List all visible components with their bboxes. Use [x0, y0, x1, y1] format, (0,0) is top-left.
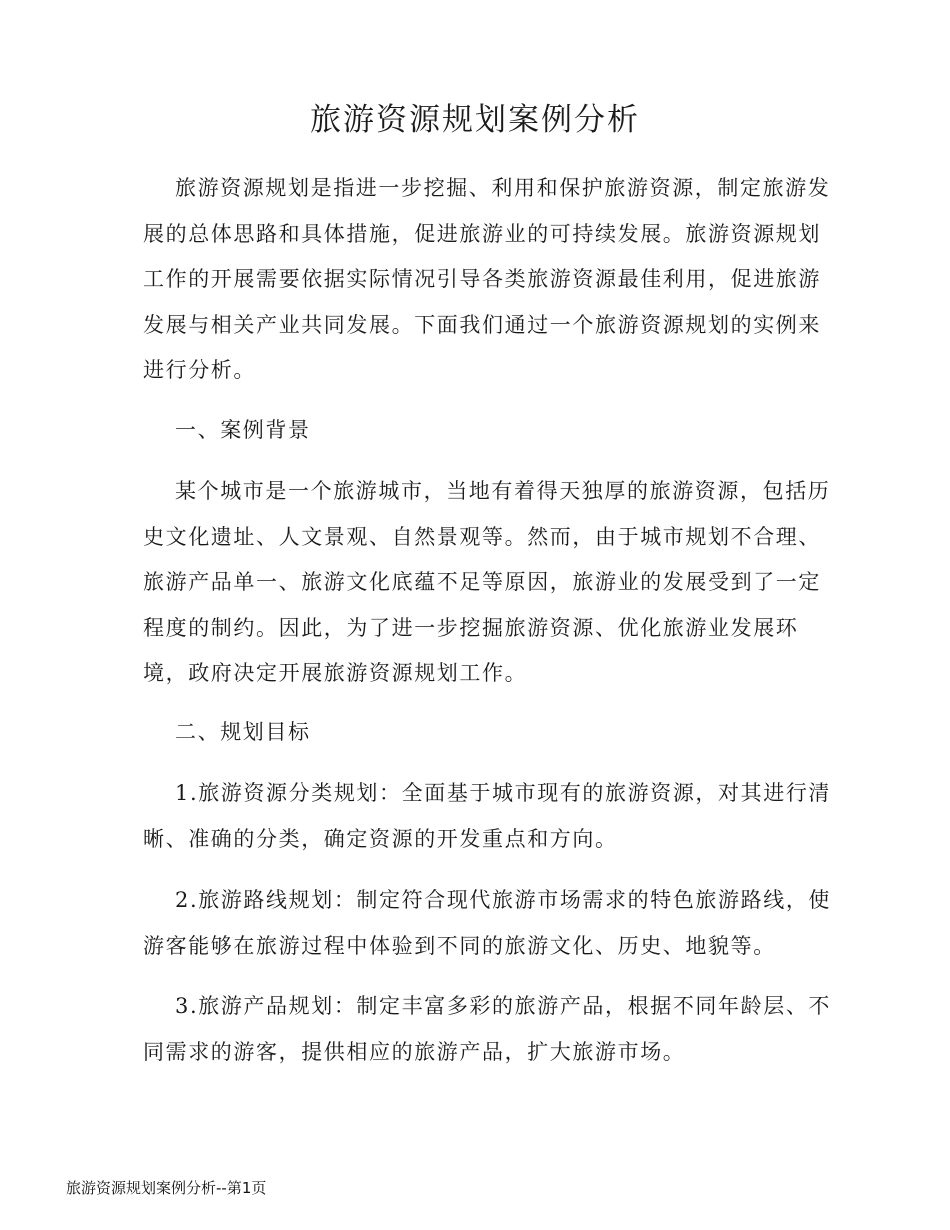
page-footer: 旅游资源规划案例分析--第1页 — [66, 1179, 267, 1197]
section-heading-background: 一、案例背景 — [175, 418, 311, 442]
goal-item-1: 1.旅游资源分类规划：全面基于城市现有的旅游资源，对其进行清晰、准确的分类，确定资源的开发重点和方向。 — [143, 781, 832, 851]
background-paragraph: 某个城市是一个旅游城市，当地有着得天独厚的旅游资源，包括历史文化遗址、人文景观、自然景观等。然而，由于城市规划不合理、旅游产品单一、旅游文化底蕴不足等原因，旅游业的发展受到了一定程度的制约。因此，为了进一步挖掘旅游资源、优化旅游业发展环境，政府决定开展旅游资源规划工作。 — [143, 479, 831, 685]
intro-paragraph: 旅游资源规划是指进一步挖掘、利用和保护旅游资源，制定旅游发展的总体思路和具体措施，促进旅游业的可持续发展。旅游资源规划工作的开展需要依据实际情况引导各类旅游资源最佳利用，促进旅游发展与相关产业共同发展。下面我们通过一个旅游资源规划的实例来进行分析。 — [143, 176, 831, 382]
goal-item-3: 3.旅游产品规划：制定丰富多彩的旅游产品，根据不同年龄层、不同需求的游客，提供相应的旅游产品，扩大旅游市场。 — [143, 994, 832, 1064]
goal-item-2: 2.旅游路线规划：制定符合现代旅游市场需求的特色旅游路线，使游客能够在旅游过程中体验到不同的旅游文化、历史、地貌等。 — [143, 888, 832, 958]
section-heading-goals: 二、规划目标 — [175, 720, 311, 744]
document-title: 旅游资源规划案例分析 — [310, 102, 640, 138]
